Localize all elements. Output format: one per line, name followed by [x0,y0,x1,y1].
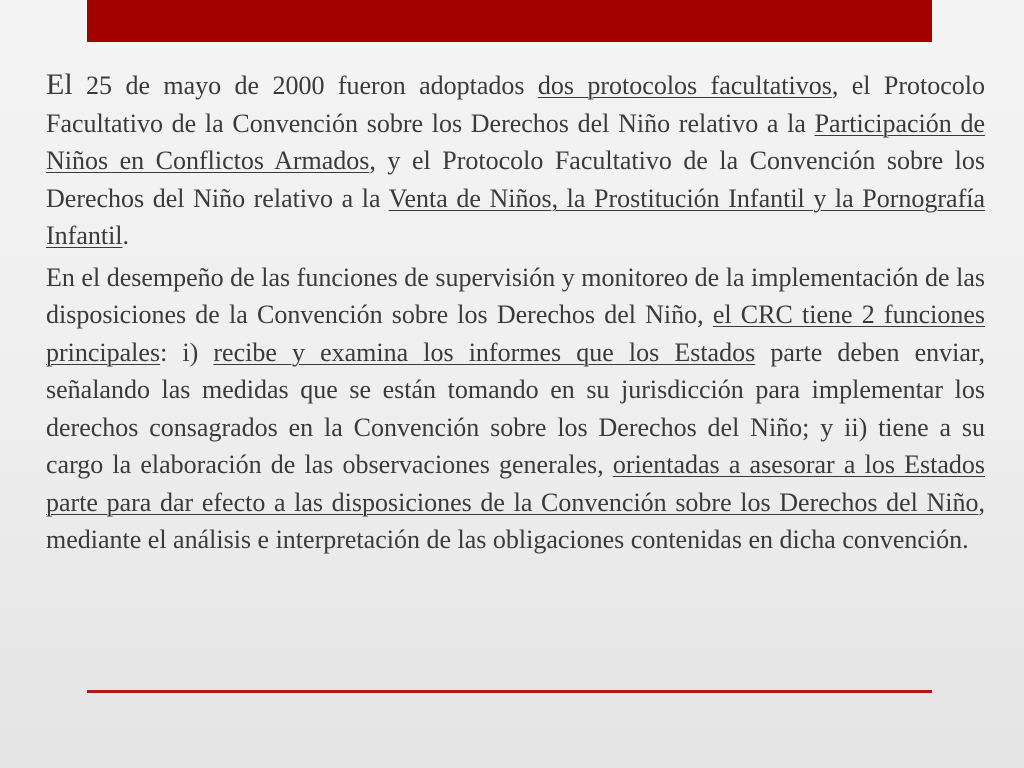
underlined-text-segment: dos protocolos facultativos [537,71,832,100]
top-accent-bar [87,0,932,42]
text-segment: , el Protocolo Facultativo de la Convención sobre los Derechos del Niño relativo a la [46,71,985,138]
text-segment: parte deben enviar, señalando las medidas que se están tomando en su jurisdicción para implementar los derechos consagrados en la Convención sobre los Derechos del Niño; y ii) tiene a su cargo la elaboración de las observaciones generales, [46,337,985,479]
text-segment: En el desempeño de las funciones de supervisión y monitoreo de la implementación de las disposiciones de la Convención sobre los Derechos del Niño, [46,262,985,329]
underlined-text-segment: Venta de Niños, la Prostitución Infantil y la Pornografía Infantil [46,183,985,250]
text-segment: . [122,221,130,250]
underlined-text-segment: el CRC tiene 2 funciones principales [46,300,985,367]
bottom-divider [87,690,932,693]
paragraph-crc-functions [46,259,985,559]
text-segment: , y el Protocolo Facultativo de la Convención sobre los Derechos del Niño relativo a la [46,146,986,213]
paragraph-protocols [46,66,985,255]
underlined-text-segment: recibe y examina los informes que los Estados [213,337,756,367]
text-segment: El [46,68,73,101]
underlined-text-segment: orientadas a asesorar a los Estados parte para dar efecto a las disposiciones de la Convención sobre los Derechos del Niño [46,450,985,517]
text-segment: : i) [160,337,214,367]
slide-body [46,66,985,563]
text-segment: , mediante el análisis e interpretación de las obligaciones contenidas en dicha convención. [46,487,985,554]
underlined-text-segment: Participación de Niños en Conflictos Armados [46,108,986,175]
text-segment: 25 de mayo de 2000 fueron adoptados [72,71,538,100]
